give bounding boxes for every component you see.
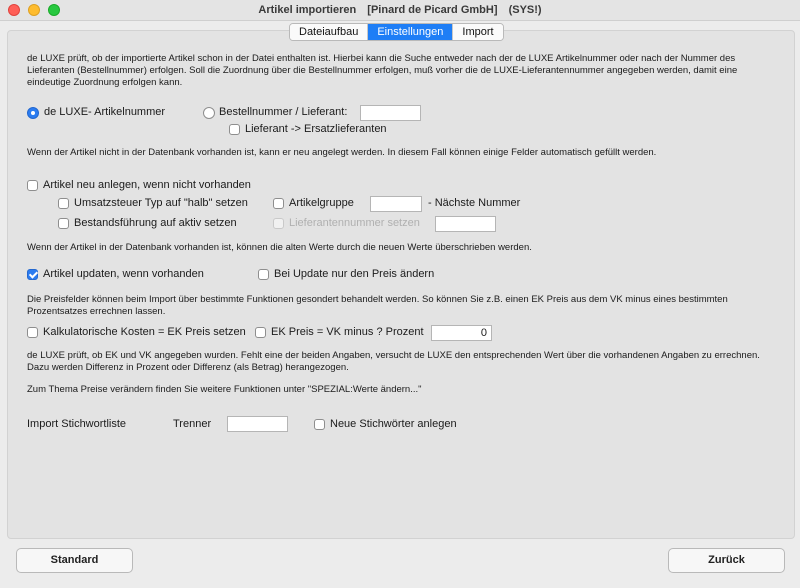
ek-from-vk-label: EK Preis = VK minus ? Prozent <box>271 326 424 338</box>
window-title <box>0 4 800 16</box>
calc-costs-label: Kalkulatorische Kosten = EK Preis setzen <box>43 326 246 338</box>
price-info: Die Preisfelder können beim Import über bestimmte Funktionen gesondert behandelt werden. So können Sie z.B. einen EK Preis aus dem VK minus eines bestimmten Prozentsatzes errechnen lassen. <box>27 294 728 317</box>
price-note: de LUXE prüft, ob EK und VK angegeben wurden. Fehlt eine der beiden Angaben, versucht de LUXE den entsprechenden Wert über die vorhandenen Angaben zu errechnen. Dazu werden Differenz in Prozent oder Differenz (als Betrag) herangezogen. <box>27 350 760 373</box>
window-title-company: [Pinard de Picard GmbH] <box>367 4 498 16</box>
intro-text: de LUXE prüft, ob der importierte Artikel schon in der Datei enthalten ist. Hierbei kann die Suche entweder nach der de LUXE Artikelnummer oder nach der Nummer des Lieferanten (Bestellnummer) erfolgen. Soll die Zuordnung über die Bestellnummer erfolgen, muß vorher die de LUXE-Lieferantennummer angegeben werden, damit eine eindeutige Zuordnung erfolgen kann. <box>27 53 738 88</box>
new-keywords-checkbox[interactable] <box>314 419 325 430</box>
create-article-label: Artikel neu anlegen, wenn nicht vorhanden <box>43 179 251 191</box>
keyword-import-label: Import Stichwortliste <box>27 418 127 430</box>
special-note: Zum Thema Preise verändern finden Sie weitere Funktionen unter "SPEZIAL:Werte ändern..." <box>27 384 422 395</box>
window-title-user: (SYS!) <box>508 4 542 16</box>
supplier-number-checkbox[interactable] <box>273 218 284 229</box>
radio-article-number[interactable] <box>27 107 39 119</box>
percent-input[interactable]: 0 <box>431 325 492 341</box>
supplier-number-label: Lieferantennummer setzen <box>289 217 420 229</box>
vat-half-checkbox[interactable] <box>58 198 69 209</box>
new-article-info: Wenn der Artikel nicht in der Datenbank vorhanden ist, kann er neu angelegt werden. In diesem Fall können einige Felder automatisch gefüllt werden. <box>27 147 657 158</box>
article-group-input[interactable] <box>370 196 422 212</box>
standard-button[interactable]: Standard <box>16 548 133 573</box>
price-only-label: Bei Update nur den Preis ändern <box>274 268 435 280</box>
update-article-checkbox[interactable] <box>27 269 38 280</box>
replacement-supplier-label: Lieferant -> Ersatzlieferanten <box>245 123 387 135</box>
radio-article-number-label: de LUXE- Artikelnummer <box>44 106 166 118</box>
next-number-label: - Nächste Nummer <box>428 197 521 209</box>
stock-active-checkbox[interactable] <box>58 218 69 229</box>
calc-costs-checkbox[interactable] <box>27 327 38 338</box>
tab-bar <box>289 23 504 41</box>
separator-input[interactable] <box>227 416 288 432</box>
supplier-number-input[interactable] <box>360 105 421 121</box>
radio-order-number-label: Bestellnummer / Lieferant: <box>219 106 348 118</box>
title-bar <box>0 0 800 21</box>
supplier-number-value-input[interactable] <box>435 216 496 232</box>
separator-label: Trenner <box>173 418 212 430</box>
tab-import[interactable]: Import <box>453 24 502 40</box>
vat-half-label: Umsatzsteuer Typ auf "halb" setzen <box>74 197 248 209</box>
article-group-checkbox[interactable] <box>273 198 284 209</box>
tab-einstellungen[interactable]: Einstellungen <box>368 24 453 40</box>
new-keywords-label: Neue Stichwörter anlegen <box>330 418 457 430</box>
back-button[interactable]: Zurück <box>668 548 785 573</box>
article-group-label: Artikelgruppe <box>289 197 354 209</box>
ek-from-vk-checkbox[interactable] <box>255 327 266 338</box>
replacement-supplier-checkbox[interactable] <box>229 124 240 135</box>
update-info: Wenn der Artikel in der Datenbank vorhanden ist, können die alten Werte durch die neuen Werte überschrieben werden. <box>27 242 532 253</box>
price-only-checkbox[interactable] <box>258 269 269 280</box>
window-title-name: Artikel importieren <box>258 4 357 16</box>
create-article-checkbox[interactable] <box>27 180 38 191</box>
radio-order-number[interactable] <box>203 107 215 119</box>
update-article-label: Artikel updaten, wenn vorhanden <box>43 268 204 280</box>
stock-active-label: Bestandsführung auf aktiv setzen <box>74 217 237 229</box>
tab-dateiaufbau[interactable]: Dateiaufbau <box>290 24 368 40</box>
